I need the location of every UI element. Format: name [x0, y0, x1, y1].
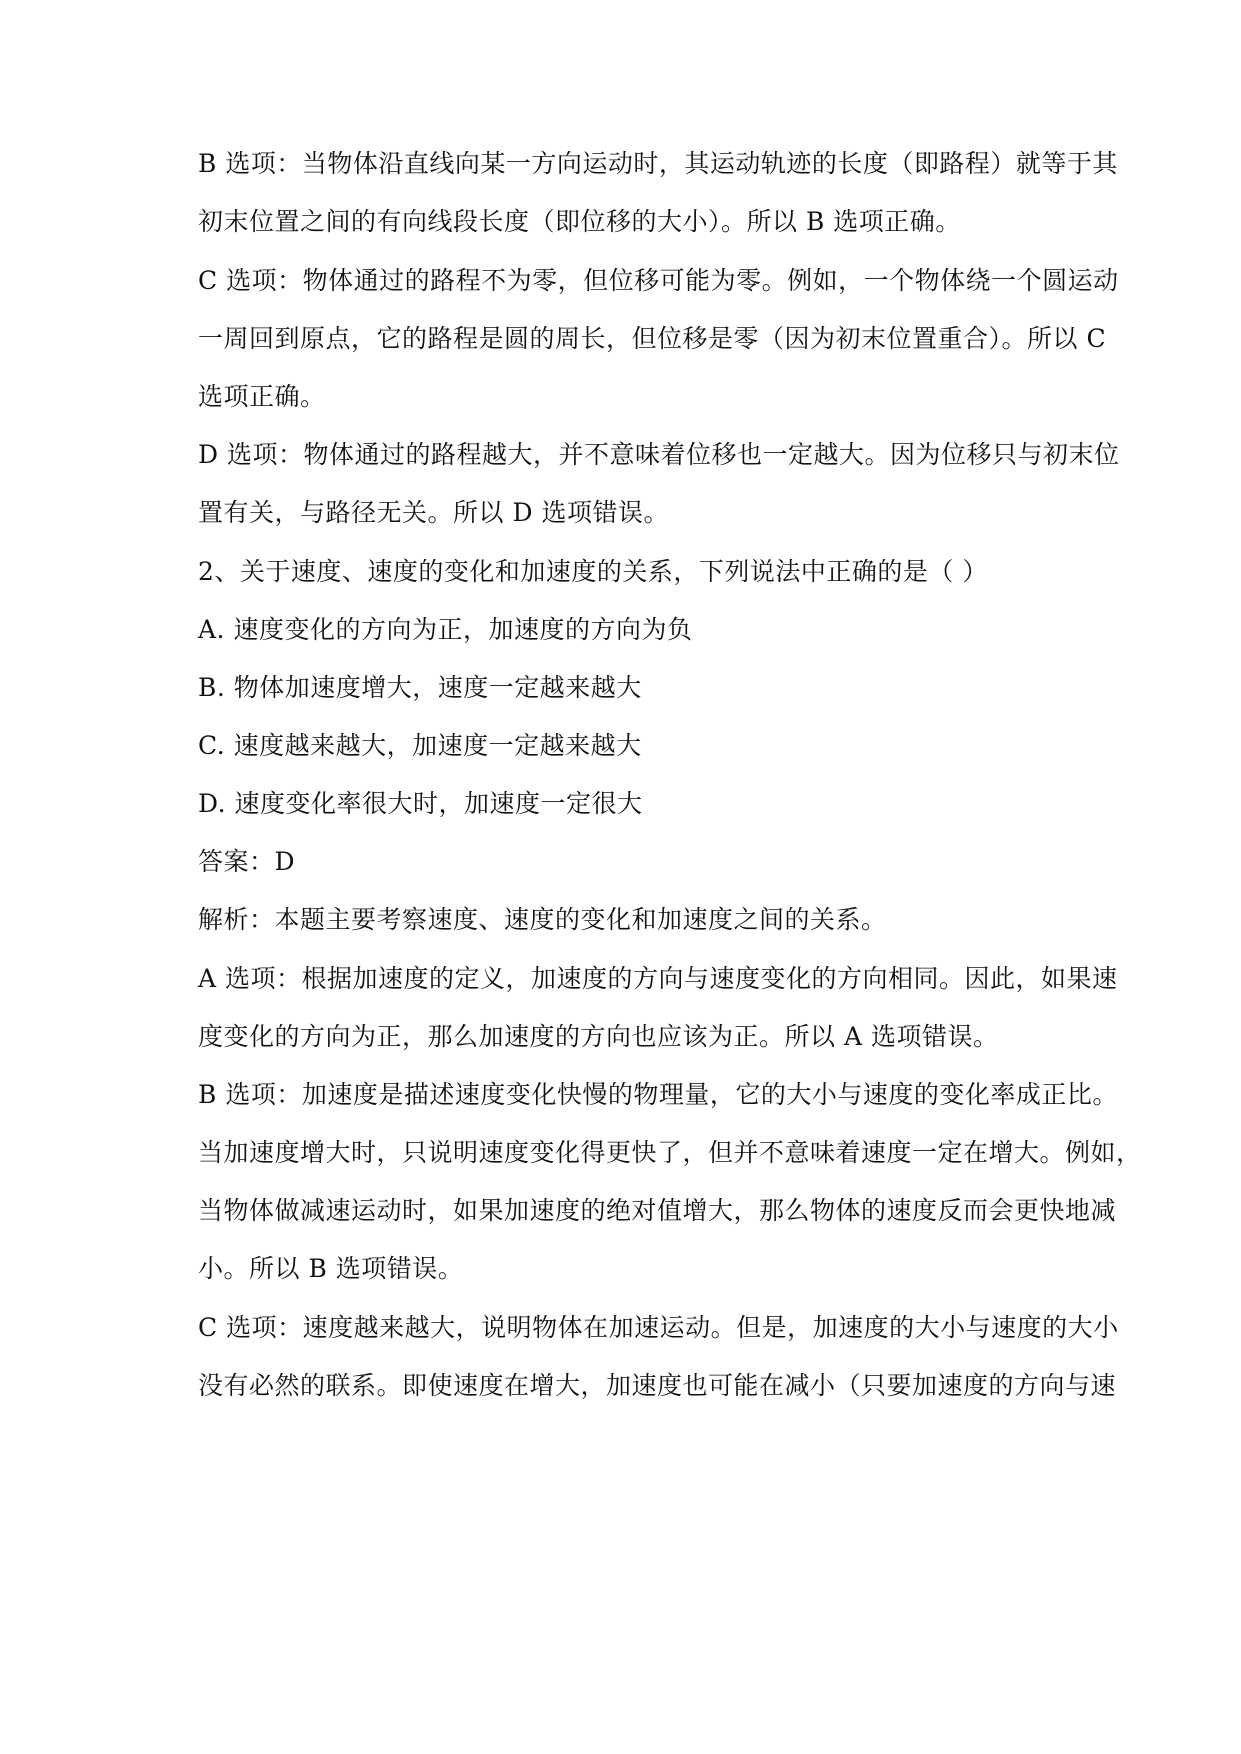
text-line: A 选项：根据加速度的定义，加速度的方向与速度变化的方向相同。因此，如果速 [198, 964, 1118, 993]
text-line: C 选项：速度越来越大，说明物体在加速运动。但是，加速度的大小与速度的大小 [198, 1313, 1119, 1342]
text-line: B 选项：当物体沿直线向某一方向运动时，其运动轨迹的长度（即路程）就等于其 [198, 149, 1118, 178]
text-line: B 选项：加速度是描述速度变化快慢的物理量，它的大小与速度的变化率成正比。 [198, 1080, 1118, 1109]
text-line: 当加速度增大时，只说明速度变化得更快了，但并不意味着速度一定在增大。例如， [198, 1138, 1142, 1167]
text-line: 一周回到原点，它的路程是圆的周长，但位移是零（因为初末位置重合）。所以 C [198, 324, 1107, 353]
option-b: B. 物体加速度增大，速度一定越来越大 [198, 673, 642, 702]
text-line: 置有关，与路径无关。所以 D 选项错误。 [198, 498, 669, 527]
option-d: D. 速度变化率很大时，加速度一定很大 [198, 789, 643, 818]
answer-line: 答案：D [198, 847, 296, 876]
option-c: C. 速度越来越大，加速度一定越来越大 [198, 731, 642, 760]
text-line: 没有必然的联系。即使速度在增大，加速度也可能在减小（只要加速度的方向与速 [198, 1371, 1117, 1400]
text-line: 初末位置之间的有向线段长度（即位移的大小）。所以 B 选项正确。 [198, 207, 961, 236]
text-line: D 选项：物体通过的路程越大，并不意味着位移也一定越大。因为位移只与初末位 [198, 440, 1120, 469]
text-line: 小。所以 B 选项错误。 [198, 1254, 464, 1283]
option-a: A. 速度变化的方向为正，加速度的方向为负 [198, 615, 693, 644]
text-line: 当物体做减速运动时，如果加速度的绝对值增大，那么物体的速度反而会更快地减 [198, 1196, 1117, 1225]
analysis-intro: 解析：本题主要考察速度、速度的变化和加速度之间的关系。 [198, 905, 887, 934]
text-line: 度变化的方向为正，那么加速度的方向也应该为正。所以 A 选项错误。 [198, 1022, 999, 1051]
text-line: 选项正确。 [198, 382, 326, 411]
text-line: C 选项：物体通过的路程不为零，但位移可能为零。例如，一个物体绕一个圆运动 [198, 266, 1119, 295]
question-stem: 2、关于速度、速度的变化和加速度的关系，下列说法中正确的是（ ） [198, 557, 988, 586]
